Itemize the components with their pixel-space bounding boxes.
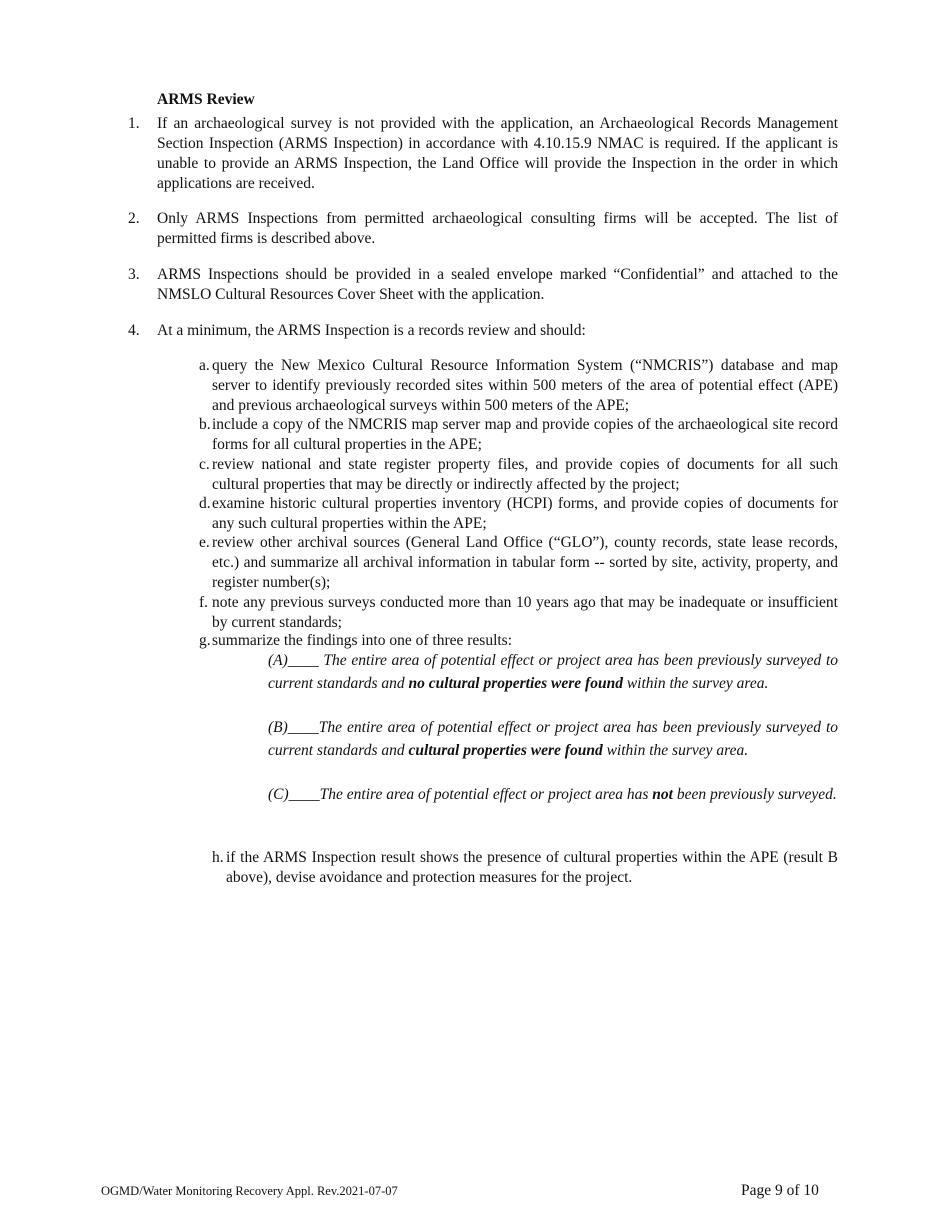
- result-c-bold: not: [652, 786, 673, 803]
- subitem-text-d: examine historic cultural properties inventory (HCPI) forms, and provide copies of documents for any such cultural properties within the APE;: [212, 495, 838, 532]
- item-text-2: Only ARMS Inspections from permitted archaeological consulting firms will be accepted. The list of permitted firms is described above.: [157, 210, 838, 247]
- subitem-text-g: summarize the findings into one of three results:: [212, 632, 513, 649]
- subitem-letter-c: c.: [199, 456, 210, 473]
- result-a-post: within the survey area.: [622, 675, 769, 692]
- subitem-text-c: review national and state register property files, and provide copies of documents for all such cultural properties that may be directly or indirectly affected by the project;: [212, 456, 838, 493]
- result-option-b: [268, 716, 838, 762]
- subitem-letter-g: g.: [199, 632, 211, 649]
- result-option-a: [268, 649, 838, 695]
- result-c-post: been previously surveyed.: [672, 786, 837, 803]
- subitem-text-f: note any previous surveys conducted more than 10 years ago that may be inadequate or insufficient by current standards;: [212, 594, 838, 631]
- subitem-letter-b: b.: [199, 416, 211, 433]
- subitem-text-a: query the New Mexico Cultural Resource Information System (“NMCRIS”) database and map server to identify previously recorded sites within 500 meters of the area of potential effect (APE) and previous archaeological surveys within 500 meters of the APE;: [212, 357, 838, 414]
- result-c-pre: (C)____The entire area of potential effect or project area has: [268, 786, 653, 803]
- footer-form-revision: OGMD/Water Monitoring Recovery Appl. Rev.2021-07-07: [101, 1184, 398, 1198]
- footer-page-number: Page 9 of 10: [741, 1182, 819, 1199]
- result-b-post: within the survey area.: [602, 742, 749, 759]
- item-number-2: 2.: [128, 210, 140, 227]
- result-b-bold: cultural properties were found: [408, 742, 603, 759]
- subitem-letter-a: a.: [199, 357, 210, 374]
- subitem-text-h: if the ARMS Inspection result shows the presence of cultural properties within the APE (result B above), devise avoidance and protection measures for the project.: [226, 849, 838, 886]
- subitem-letter-h: h.: [212, 849, 224, 866]
- item-number-1: 1.: [128, 115, 140, 132]
- item-text-4: At a minimum, the ARMS Inspection is a records review and should:: [157, 322, 586, 339]
- result-option-c: [268, 783, 838, 806]
- subitem-letter-d: d.: [199, 495, 211, 512]
- result-a-pre: (A)____ The entire area of potential effect or project area has been previously surveyed to current standards and: [268, 652, 838, 692]
- section-heading: ARMS Review: [157, 91, 255, 108]
- subitem-text-b: include a copy of the NMCRIS map server map and provide copies of the archaeological site record forms for all cultural properties in the APE;: [212, 416, 838, 453]
- item-text-1: If an archaeological survey is not provided with the application, an Archaeological Records Management Section Inspection (ARMS Inspection) in accordance with 4.10.15.9 NMAC is required. If the applicant is unable to provide an ARMS Inspection, the Land Office will provide the Inspection in the order in which applications are received.: [157, 115, 838, 192]
- subitem-letter-e: e.: [199, 534, 210, 551]
- result-b-pre: (B)____The entire area of potential effect or project area has been previously surveyed to current standards and: [268, 719, 838, 759]
- result-a-bold: no cultural properties were found: [408, 675, 623, 692]
- item-number-4: 4.: [128, 322, 140, 339]
- subitem-letter-f: f.: [199, 594, 209, 611]
- item-number-3: 3.: [128, 266, 140, 283]
- item-text-3: ARMS Inspections should be provided in a sealed envelope marked “Confidential” and attached to the NMSLO Cultural Resources Cover Sheet with the application.: [157, 266, 838, 303]
- subitem-text-e: review other archival sources (General Land Office (“GLO”), county records, state lease records, etc.) and summarize all archival information in tabular form -- sorted by site, activity, property, and register number(s);: [212, 534, 838, 591]
